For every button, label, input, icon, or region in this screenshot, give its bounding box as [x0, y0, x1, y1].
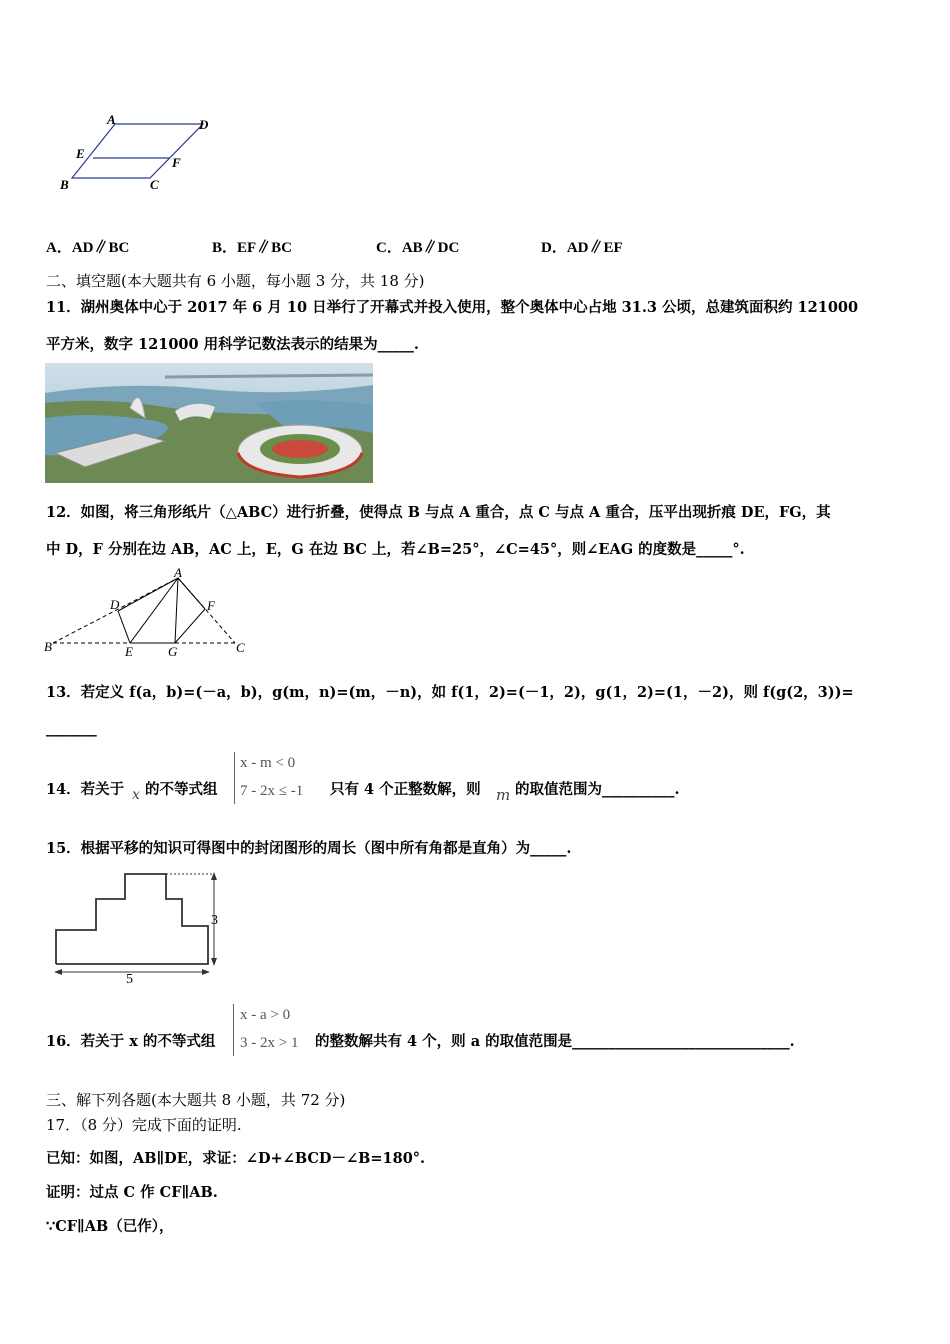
label-b: B: [60, 177, 69, 192]
dim-width-label: 5: [126, 972, 133, 986]
option-b: B．EF∥BC: [212, 240, 293, 256]
section-2-title: 二、填空题(本大题共有 6 小题，每小题 3 分，共 18 分): [46, 272, 425, 290]
q14-suffix: 的取值范围为__________.: [515, 781, 680, 798]
label-d: D: [110, 597, 120, 612]
label-c: C: [236, 640, 245, 655]
q12-line1: 12．如图，将三角形纸片（△ABC）进行折叠，使得点 B 与点 A 重合，点 C 与点 A 重合，压平出现折痕 DE，FG，其: [46, 504, 831, 521]
label-f: F: [172, 155, 181, 170]
stadium-photo: [45, 363, 373, 483]
q16-ineq2: 3 - 2x > 1: [240, 1035, 299, 1051]
q14-prefix: 14．若关于: [46, 781, 125, 798]
label-e: E: [76, 146, 85, 161]
option-d: D．AD∥EF: [541, 240, 623, 256]
q15-text: 15．根据平移的知识可得图中的封闭图形的周长（图中所有角都是直角）为_____.: [46, 840, 572, 857]
q12-line2: 中 D，F 分别在边 AB，AC 上，E，G 在边 BC 上，若∠B=25°，∠C=45°，则∠EAG 的度数是_____°.: [46, 541, 745, 558]
q14-middle: 的不等式组: [145, 781, 218, 798]
step-shape-figure: [48, 866, 228, 986]
q13-line1: 13．若定义 f(a，b)=(－a，b)，g(m，n)=(m，－n)，如 f(1，2)=(－1，2)，g(1，2)=(1，－2)，则 f(g(2，3))=: [46, 684, 854, 701]
q14-ineq1: x - m < 0: [240, 755, 296, 771]
label-g: G: [168, 644, 178, 659]
q17-step1: ∵CF∥AB（已作），: [46, 1218, 174, 1235]
triangle-fold-figure: [40, 565, 255, 660]
parallelogram-figure: [50, 110, 225, 195]
q16-ineq1: x - a > 0: [240, 1007, 291, 1023]
label-a: A: [174, 565, 182, 580]
label-d: D: [199, 117, 209, 132]
q11-line1: 11．湖州奥体中心于 2017 年 6 月 10 日举行了开幕式并投入使用，整个奥体中心占地 31.3 公顷，总建筑面积约 121000: [46, 299, 859, 316]
label-f: F: [207, 598, 215, 613]
q16-prefix: 16．若关于 x 的不等式组: [46, 1033, 216, 1050]
q17-given: 已知：如图，AB∥DE，求证：∠D+∠BCD－∠B=180°.: [46, 1150, 426, 1167]
section-3-title: 三、解下列各题(本大题共 8 小题，共 72 分): [46, 1091, 346, 1109]
option-a: A．AD∥BC: [46, 240, 130, 256]
q14-brace: [234, 752, 235, 804]
q14-var-x: x: [132, 787, 140, 803]
dim-height-label: 3: [211, 913, 218, 928]
label-a: A: [107, 112, 116, 127]
label-b: B: [44, 639, 52, 654]
q13-line2: _______: [46, 720, 97, 737]
q11-line2: 平方米，数字 121000 用科学记数法表示的结果为_____.: [46, 336, 419, 353]
label-c: C: [150, 177, 159, 192]
q16-brace: [233, 1004, 234, 1056]
label-e: E: [125, 644, 133, 659]
option-c: C．AB∥DC: [376, 240, 460, 256]
q14-var-m: m: [496, 786, 511, 804]
q14-after: 只有 4 个正整数解，则: [330, 781, 481, 798]
q14-ineq2: 7 - 2x ≤ -1: [240, 783, 304, 799]
q17-proof: 证明：过点 C 作 CF∥AB.: [46, 1184, 218, 1201]
q17-title: 17．（8 分）完成下面的证明.: [46, 1116, 242, 1134]
q16-suffix: 的整数解共有 4 个，则 a 的取值范围是______________________________.: [315, 1033, 795, 1050]
